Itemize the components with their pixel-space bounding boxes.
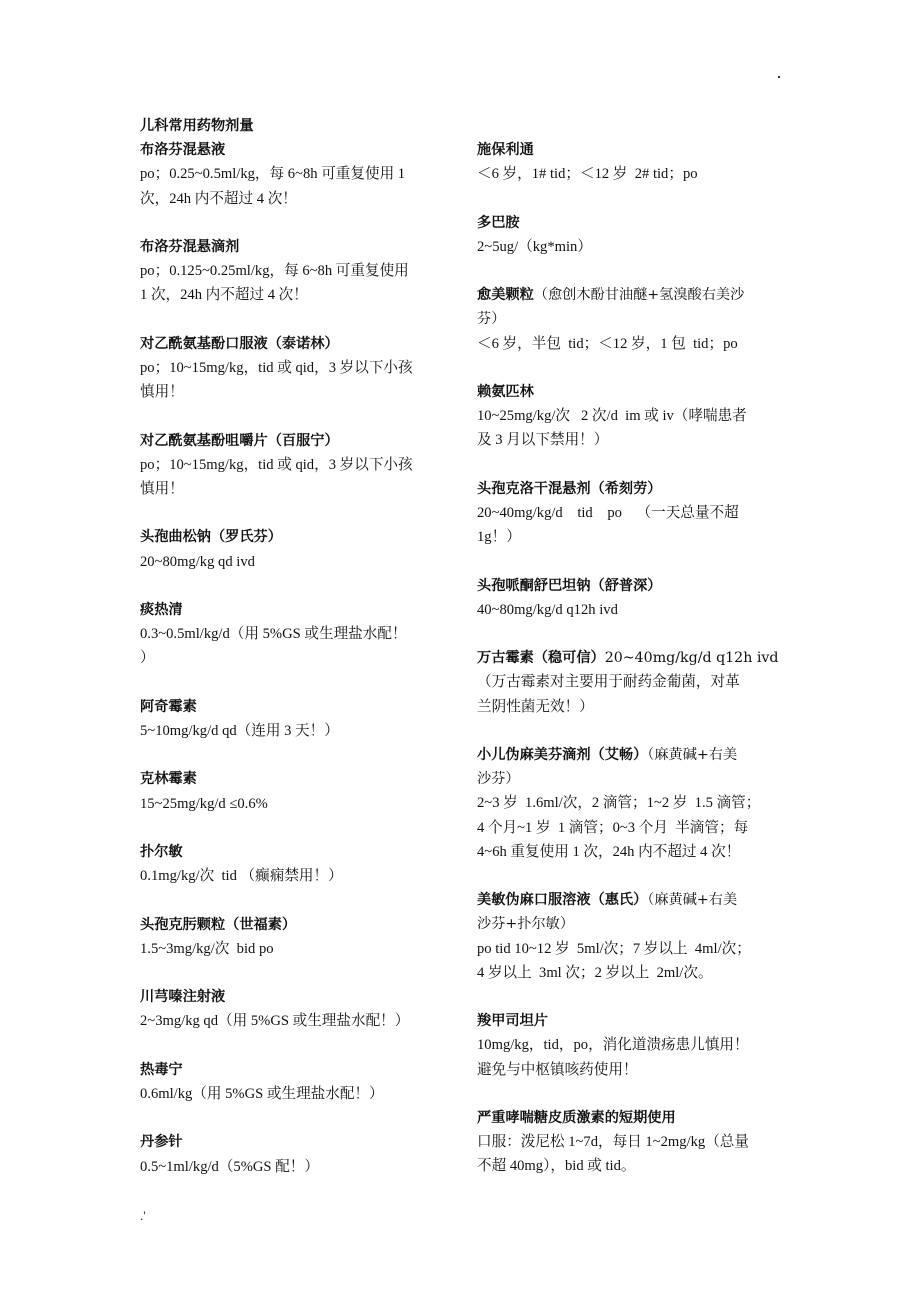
- drug-entry: [140, 235, 445, 308]
- drug-name: 羧甲司坦片: [477, 1013, 548, 1030]
- dosage-text: [477, 598, 787, 622]
- drug-entry: [140, 138, 445, 211]
- drug-entry: [140, 598, 445, 671]
- drug-entry: [477, 1106, 787, 1179]
- drug-name: 美敏伪麻口服溶液（惠氏）: [477, 892, 648, 909]
- drug-entry: [140, 525, 445, 573]
- dosage-line: 0.3~0.5ml/kg/d（用 5%GS 或生理盐水配！: [140, 626, 407, 643]
- drug-heading: [477, 283, 787, 307]
- dosage-line: ＜6 岁，半包 tid；＜12 岁，1 包 tid；po: [477, 335, 738, 352]
- drug-entry: [140, 840, 445, 888]
- drug-name: 热毒宁: [140, 1061, 183, 1078]
- drug-heading: [477, 1106, 787, 1130]
- dosage-line: 不超 40mg），bid 或 tid。: [477, 1158, 636, 1175]
- drug-heading: [477, 743, 787, 767]
- dosage-line: 15~25mg/kg/d ≤0.6%: [140, 795, 268, 812]
- right-entries: [477, 138, 787, 1179]
- dosage-line: 慎用！: [140, 384, 184, 401]
- dosage-line: 0.1mg/kg/次 tid （癫痫禁用！）: [140, 868, 343, 885]
- drug-note: 20~40mg/kg/d q12h ivd: [604, 650, 779, 667]
- drug-heading: [477, 477, 787, 501]
- dosage-text: [140, 550, 445, 574]
- dosage-line: 10~25mg/kg/次 2 次/d im 或 iv（哮喘患者: [477, 408, 747, 425]
- dosage-line: 1 次，24h 内不超过 4 次！: [140, 287, 308, 304]
- drug-name: 布洛芬混悬液: [140, 142, 226, 159]
- dosage-line: 2~3 岁 1.6ml/次，2 滴管；1~2 岁 1.5 滴管；: [477, 795, 761, 812]
- drug-heading: [140, 913, 445, 937]
- dosage-text: [140, 719, 445, 743]
- dosage-text: [477, 404, 787, 452]
- drug-entry: [477, 211, 787, 259]
- dosage-line: po；10~15mg/kg，tid 或 qid，3 岁以下小孩: [140, 360, 413, 376]
- dosage-text: [477, 501, 787, 549]
- dosage-line: po；0.125~0.25ml/kg，每 6~8h 可重复使用: [140, 263, 409, 280]
- dosage-line: ）: [140, 650, 155, 667]
- dosage-text: [140, 356, 445, 404]
- dosage-text: [140, 453, 445, 501]
- dosage-line: 2~5ug/（kg*min）: [477, 238, 592, 255]
- footer-mark: .': [140, 1208, 146, 1223]
- drug-entry: [477, 888, 787, 985]
- dosage-line: 慎用！: [140, 481, 184, 497]
- drug-note: （麻黄碱+右美: [647, 746, 738, 763]
- drug-heading: [477, 211, 787, 235]
- dosage-line: （万古霉素对主要用于耐药金葡菌，对革: [477, 674, 740, 691]
- header-mark: [778, 76, 780, 78]
- dosage-text: [477, 332, 787, 356]
- dosage-line: 4 岁以上 3ml 次；2 岁以上 2ml/次。: [477, 964, 713, 981]
- drug-entry: [140, 913, 445, 961]
- drug-name: 小儿伪麻美芬滴剂（艾畅）: [477, 746, 648, 763]
- drug-name: 阿奇霉素: [140, 698, 197, 715]
- dosage-line: 2~3mg/kg qd（用 5%GS 或生理盐水配！）: [140, 1013, 410, 1030]
- dosage-text: [140, 259, 445, 307]
- drug-entry: [140, 429, 445, 502]
- dosage-text: [477, 670, 787, 718]
- dosage-line: 口服：泼尼松 1~7d，每日 1~2mg/kg（总量: [477, 1134, 749, 1151]
- dosage-text: [140, 1155, 445, 1179]
- drug-entry: [140, 332, 445, 405]
- drug-heading: [477, 138, 787, 162]
- drug-entry: [477, 574, 787, 622]
- drug-name: 愈美颗粒: [477, 287, 534, 304]
- drug-name: 严重哮喘糖皮质激素的短期使用: [477, 1109, 676, 1126]
- drug-entry: [477, 380, 787, 453]
- drug-name: 头孢曲松钠（罗氏芬）: [140, 529, 282, 546]
- drug-heading: [140, 840, 445, 864]
- left-column: [140, 114, 445, 1203]
- dosage-line: 20~80mg/kg qd ivd: [140, 553, 255, 570]
- drug-heading: [140, 332, 445, 356]
- right-column: [477, 138, 787, 1203]
- dosage-line: 1g！）: [477, 529, 521, 546]
- drug-name: 赖氨匹林: [477, 383, 534, 400]
- drug-heading: [477, 646, 787, 670]
- drug-heading: [477, 380, 787, 404]
- dosage-line: 0.6ml/kg（用 5%GS 或生理盐水配！）: [140, 1085, 384, 1102]
- drug-entry: [477, 743, 787, 864]
- dosage-line: po；10~15mg/kg，tid 或 qid，3 岁以下小孩: [140, 456, 413, 473]
- drug-entry: [477, 283, 787, 356]
- dosage-line: 10mg/kg，tid，po，消化道溃疡患儿慎用！: [477, 1037, 749, 1054]
- drug-name: 布洛芬混悬滴剂: [140, 239, 240, 255]
- drug-name: 头孢克洛干混悬剂（希刻劳）: [477, 480, 662, 497]
- drug-heading: [140, 1130, 445, 1154]
- dosage-line: 1.5~3mg/kg/次 bid po: [140, 940, 274, 957]
- drug-name: 多巴胺: [477, 214, 520, 231]
- dosage-text: [477, 937, 787, 985]
- drug-name: 对乙酰氨基酚咀嚼片（百服宁）: [140, 432, 339, 449]
- drug-heading: [477, 574, 787, 598]
- drug-note-continued: 芬）: [477, 311, 506, 328]
- dosage-line: 避免与中枢镇咳药使用！: [477, 1061, 638, 1078]
- dosage-text: [477, 1130, 787, 1178]
- drug-name: 扑尔敏: [140, 843, 183, 860]
- drug-heading: [477, 1009, 787, 1033]
- drug-entry: [140, 695, 445, 743]
- drug-name: 痰热清: [140, 601, 183, 618]
- dosage-text: [477, 791, 787, 864]
- dosage-line: 20~40mg/kg/d tid po （一天总量不超: [477, 504, 739, 521]
- dosage-line: 兰阴性菌无效！）: [477, 698, 594, 715]
- dosage-text: [140, 864, 445, 888]
- drug-entry: [140, 1058, 445, 1106]
- drug-name: 头孢哌酮舒巴坦钠（舒普深）: [477, 577, 662, 594]
- drug-entry: [477, 138, 787, 186]
- drug-entry: [140, 985, 445, 1033]
- drug-note-continued: 沙芬+扑尔敏）: [477, 916, 575, 933]
- drug-entry: [140, 1130, 445, 1178]
- drug-heading: [140, 767, 445, 791]
- dosage-text: [140, 1009, 445, 1033]
- dosage-text: [140, 792, 445, 816]
- dosage-text: [477, 235, 787, 259]
- dosage-line: 40~80mg/kg/d q12h ivd: [477, 601, 618, 618]
- dosage-text: [140, 937, 445, 961]
- dosage-line: 及 3 月以下禁用！）: [477, 432, 609, 449]
- dosage-text: [477, 162, 787, 186]
- dosage-text: [140, 1082, 445, 1106]
- left-entries: [140, 138, 445, 1179]
- dosage-text: [477, 1033, 787, 1081]
- dosage-line: 4~6h 重复使用 1 次，24h 内不超过 4 次！: [477, 843, 741, 860]
- drug-heading: [140, 985, 445, 1009]
- drug-heading: [140, 598, 445, 622]
- dosage-line: 次，24h 内不超过 4 次！: [140, 190, 297, 207]
- dosage-line: 5~10mg/kg/d qd（连用 3 天！）: [140, 722, 339, 739]
- drug-heading: [140, 1058, 445, 1082]
- drug-heading: [140, 525, 445, 549]
- drug-note: （愈创木酚甘油醚+氢溴酸右美沙: [533, 287, 745, 304]
- drug-entry: [140, 767, 445, 815]
- document-title: 儿科常用药物剂量: [140, 118, 254, 134]
- drug-heading: [140, 429, 445, 453]
- drug-note: （麻黄碱+右美: [647, 892, 738, 909]
- dosage-line: 4 个月~1 岁 1 滴管；0~3 个月 半滴管；每: [477, 819, 749, 836]
- drug-heading: [477, 888, 787, 912]
- drug-entry: [477, 646, 787, 719]
- dosage-text: [140, 622, 445, 670]
- drug-entry: [477, 1009, 787, 1082]
- drug-name: 克林霉素: [140, 771, 197, 788]
- drug-name: 头孢克肟颗粒（世福素）: [140, 916, 297, 933]
- drug-heading: [140, 695, 445, 719]
- drug-name: 丹参针: [140, 1134, 183, 1151]
- drug-heading: [140, 138, 445, 162]
- drug-name: 施保利通: [477, 142, 534, 158]
- drug-name: 万古霉素（稳可信）: [477, 650, 605, 667]
- dosage-line: po tid 10~12 岁 5ml/次；7 岁以上 4ml/次；: [477, 940, 751, 957]
- drug-entry: [477, 477, 787, 550]
- drug-name: 川芎嗪注射液: [140, 989, 226, 1006]
- drug-heading: [140, 235, 445, 259]
- dosage-text: [140, 162, 445, 210]
- drug-note-continued: 沙芬）: [477, 771, 520, 788]
- drug-name: 对乙酰氨基酚口服液（泰诺林）: [140, 335, 339, 352]
- dosage-line: 0.5~1ml/kg/d（5%GS 配！）: [140, 1158, 319, 1175]
- dosage-line: po；0.25~0.5ml/kg，每 6~8h 可重复使用 1: [140, 166, 406, 183]
- dosage-line: ＜6 岁，1# tid；＜12 岁 2# tid；po: [477, 166, 698, 183]
